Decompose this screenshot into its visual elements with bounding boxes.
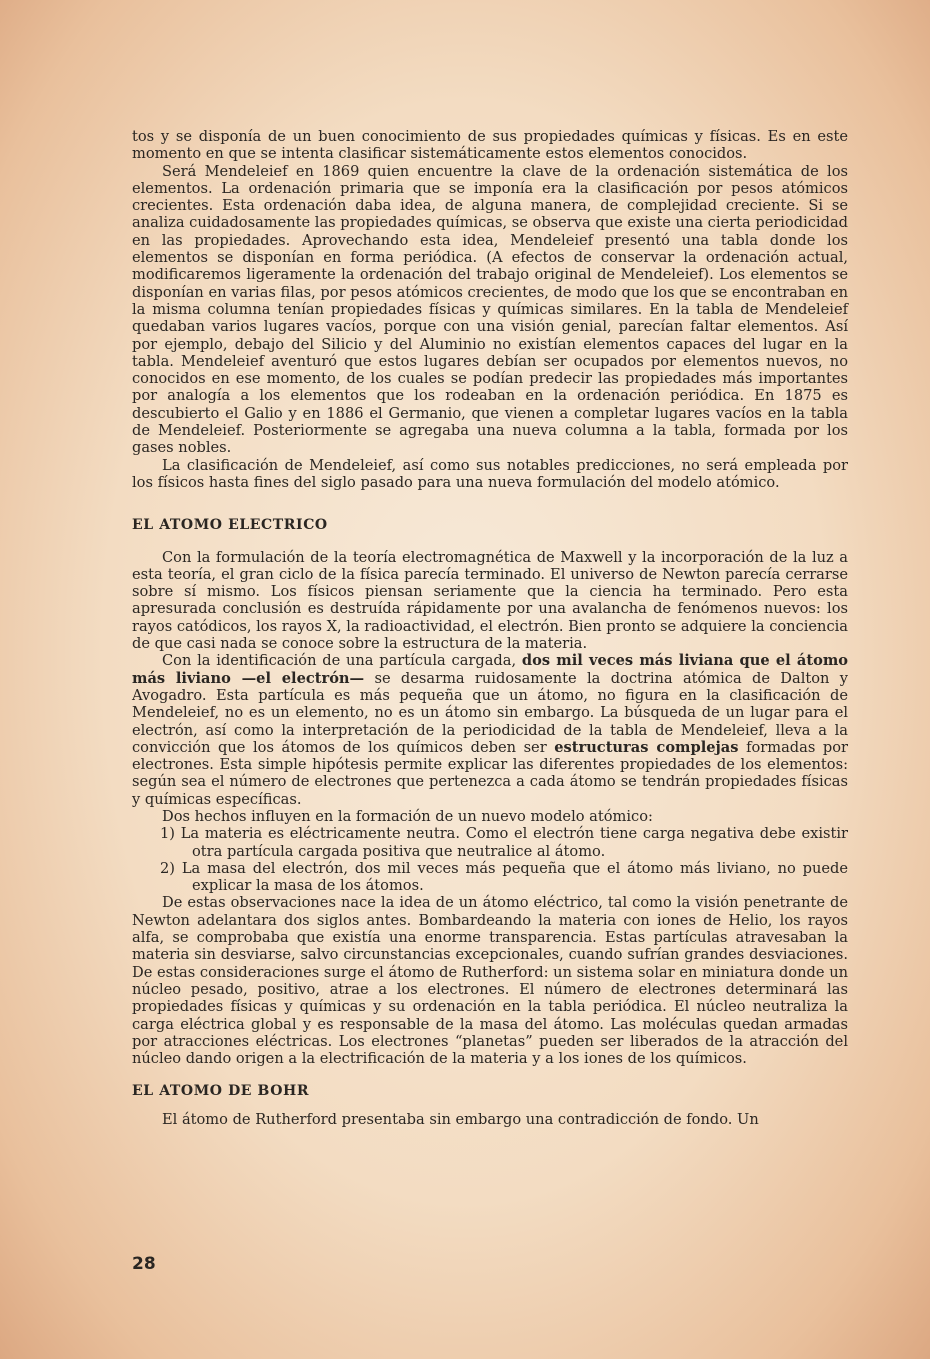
paragraph: Será Mendeleief en 1869 quien encuentre la clave de la ordenación sistemática de los elementos. La ordenación primaria que se imponía era la clasificación por pesos atómicos crecientes. Esta ordenación daba idea, de alguna manera, de complejidad creciente. Si se analiza cuidadosamente las propiedades químicas, se observa que existe una cierta periodicidad en las propiedades. Aprovechando esta idea, Mendeleief presentó una tabla donde los elementos se disponían en forma periódica. (A efectos de conservar la ordenación actual, modificaremos ligeramente la ordenación del trabajo original de Mendeleief). Los elementos se disponían en varias filas, por pesos atómicos crecientes, de modo que los que se encontraban en la misma columna tenían propiedades físicas y químicas similares. En la tabla de Mendeleief quedaban varios lugares vacíos, porque con una visión genial, parecían faltar elementos. Así por ejemplo, debajo del Silicio y del Aluminio no existían elementos capaces del lugar en la tabla. Mendeleief aventuró que estos lugares debían ser ocupados por elementos nuevos, no conocidos en ese momento, de los cuales se podían predecir las propiedades más importantes por analogía a los elementos que los rodeaban en la ordenación periódica. En 1875 es descubierto el Galio y en 1886 el Germanio, que vienen a completar lugares vacíos en la tabla de Mendeleief. Posteriormente se agregaba una nueva columna a la tabla, formada por los gases nobles. [132, 162, 848, 457]
list-item: 1) La materia es eléctricamente neutra. Como el electrón tiene carga negativa debe existir otra partícula cargada positiva que neutralice al átomo. [160, 825, 848, 860]
bold-run: estructuras complejas [554, 738, 739, 756]
text-run: se desarma ruidosamente la doctrina atómica de Dalton y Avogadro. Esta partícula es más pequeña que un átomo, no figura en la clasificación de Mendeleief, no es un elemento, no es un átomo sin embargo. La búsqueda de un lugar para el electrón, así como la interpretación de la periodicidad de la tabla de Mendeleief, lleva a la convicción que los átomos de los químicos deben ser [132, 669, 848, 756]
text-run: formadas por electrones. Esta simple hipótesis permite explicar las diferentes propiedades de los elementos: según sea el número de electrones que pertenezca a cada átomo se tendrán propiedades físicas y químicas específicas. [132, 738, 848, 808]
section-heading: EL ATOMO ELECTRICO [132, 517, 328, 534]
paragraph: El átomo de Rutherford presentaba sin embargo una contradicción de fondo. Un [162, 1110, 759, 1128]
paragraph: De estas observaciones nace la idea de un átomo eléctrico, tal como la visión penetrante de Newton adelantara dos siglos antes. Bombardeando la materia con iones de Helio, los rayos alfa, se comprobaba que existía una enorme transparencia. Estas partículas atravesaban la materia sin desviarse, salvo circunstancias excepcionales, cuando sufrían grandes desviaciones. De estas consideraciones surge el átomo de Rutherford: un sistema solar en miniatura donde un núcleo pesado, positivo, atrae a los electrones. El número de electrones determinará las propiedades físicas y químicas y su ordenación en la tabla periódica. El núcleo neutraliza la carga eléctrica global y es responsable de la masa del átomo. Las moléculas quedan armadas por atracciones eléctricas. Los electrones “planetas” pueden ser liberados de la atracción del núcleo dando origen a la electrificación de la materia y a los iones de los químicos. [132, 894, 848, 1068]
paragraph: Dos hechos influyen en la formación de un nuevo modelo atómico: [162, 807, 653, 825]
text-run: Con la identificación de una partícula cargada, [162, 652, 522, 670]
bold-run: dos mil veces más liviana que el átomo más liviano —el electrón— [132, 652, 849, 687]
paragraph-electron [132, 652, 848, 808]
paragraph: La clasificación de Mendeleief, así como sus notables predicciones, no será empleada por los físicos hasta fines del siglo pasado para una nueva formulación del modelo atómico. [132, 456, 848, 491]
body-text [132, 128, 848, 1128]
page-number: 28 [132, 1254, 156, 1274]
paragraph: Con la formulación de la teoría electromagnética de Maxwell y la incorporación de la luz a esta teoría, el gran ciclo de la física parecía terminado. El universo de Newton parecía cerrarse sobre sí mismo. Los físicos piensan seriamente que la ciencia ha terminado. Pero esta apresurada conclusión es destruída rápidamente por una avalancha de fenómenos nuevos: los rayos catódicos, los rayos X, la radioactividad, el electrón. Bien pronto se adquiere la conciencia de que casi nada se conoce sobre la estructura de la materia. [132, 548, 848, 653]
section-heading: EL ATOMO DE BOHR [132, 1083, 310, 1100]
list-item: 2) La masa del electrón, dos mil veces más pequeña que el átomo más liviano, no puede explicar la masa de los átomos. [160, 859, 848, 895]
paragraph: tos y se disponía de un buen conocimiento de sus propiedades químicas y físicas. Es en este momento en que se intenta clasificar sistemáticamente estos elementos conocidos. [132, 128, 848, 163]
